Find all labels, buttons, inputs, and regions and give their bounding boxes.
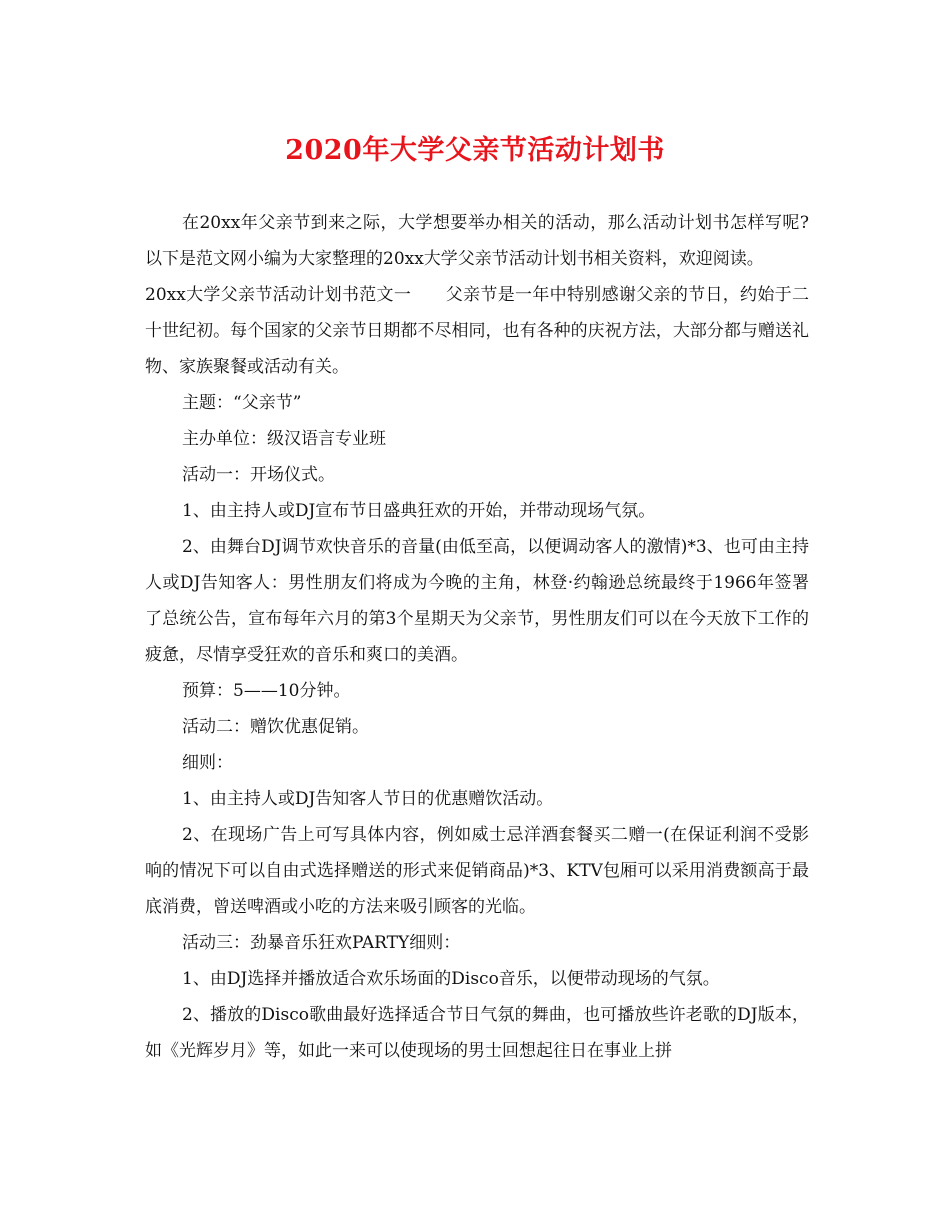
paragraph: 1、由DJ选择并播放适合欢乐场面的Disco音乐，以便带动现场的气氛。 — [182, 969, 720, 989]
paragraph: 20xx大学父亲节活动计划书范文一 父亲节是一年中特别感谢父亲的节日，约始于二十世纪初。每个国家的父亲节日期都不尽相同，也有各种的庆祝方法，大部分都与赠送礼物、家族聚餐或活动有关。 — [145, 285, 809, 377]
paragraph: 1、由主持人或DJ宣布节日盛典狂欢的开始，并带动现场气氛。 — [182, 501, 656, 521]
document-title: 2020年大学父亲节活动计划书 — [285, 135, 665, 166]
paragraph: 2、由舞台DJ调节欢快音乐的音量(由低至高，以便调动客人的激情)*3、也可由主持人或DJ告知客人：男性朋友们将成为今晚的主角，林登·约翰逊总统最终于1966年签署了总统公告，宣布每年六月的第3个星期天为父亲节，男性朋友们可以在今天放下工作的疲惫，尽情享受狂欢的音乐和爽口的美酒。 — [145, 537, 809, 665]
paragraph: 活动三：劲暴音乐狂欢PARTY细则： — [182, 933, 461, 953]
paragraph: 预算：5——10分钟。 — [182, 681, 351, 701]
paragraph: 2、在现场广告上可写具体内容，例如威士忌洋酒套餐买二赠一(在保证利润不受影响的情况下可以自由式选择赠送的形式来促销商品)*3、KTV包厢可以采用消费额高于最底消费，曾送啤酒或小吃的方法来吸引顾客的光临。 — [145, 825, 809, 917]
paragraph: 活动二：赠饮优惠促销。 — [182, 717, 369, 737]
paragraph: 在20xx年父亲节到来之际，大学想要举办相关的活动，那么活动计划书怎样写呢?以下是范文网小编为大家整理的20xx大学父亲节活动计划书相关资料，欢迎阅读。 — [145, 213, 809, 269]
paragraph: 细则： — [182, 753, 233, 773]
paragraph: 主题：“父亲节” — [182, 393, 302, 413]
document-body — [145, 205, 809, 1069]
paragraph: 2、播放的Disco歌曲最好选择适合节日气氛的舞曲，也可播放些许老歌的DJ版本，如《光辉岁月》等，如此一来可以使现场的男士回想起往日在事业上拼 — [145, 1005, 809, 1061]
paragraph: 主办单位：级汉语言专业班 — [182, 429, 386, 449]
paragraph: 活动一：开场仪式。 — [182, 465, 335, 485]
paragraph: 1、由主持人或DJ告知客人节日的优惠赠饮活动。 — [182, 789, 554, 809]
